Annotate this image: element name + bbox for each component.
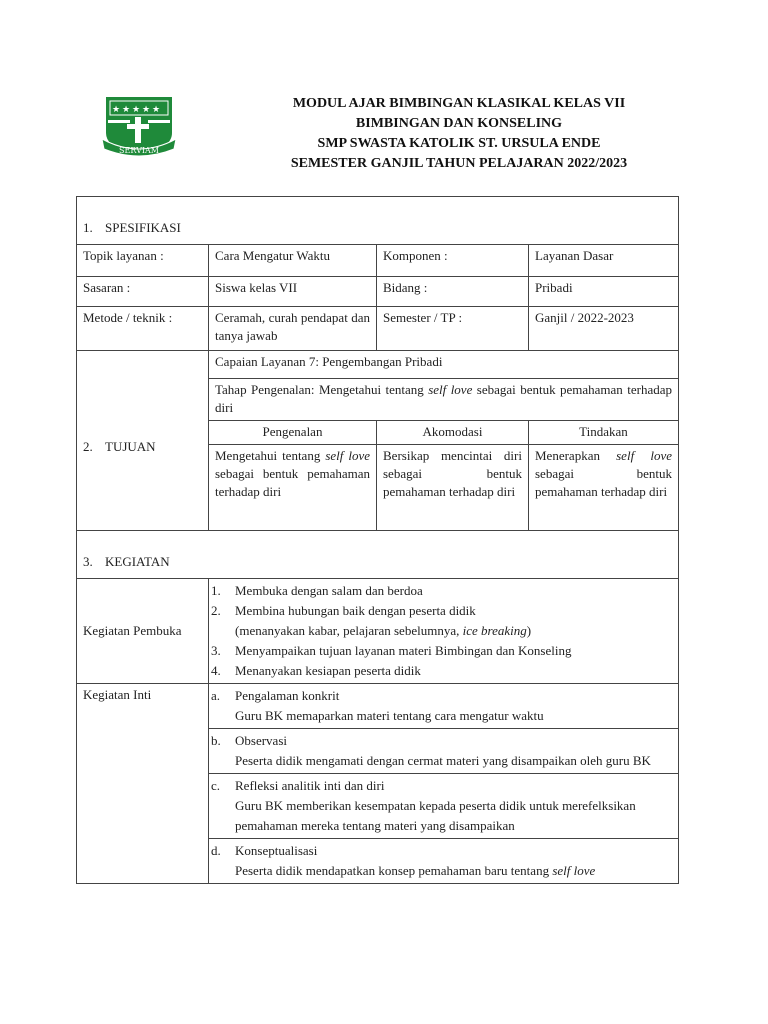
section-spesifikasi-title (77, 197, 679, 245)
column-header-akomodasi: Akomodasi (377, 421, 529, 445)
kegiatan-pembuka-label: Kegiatan Pembuka (77, 579, 209, 684)
module-table (76, 196, 679, 884)
list-text: Menyampaikan tujuan layanan materi Bimbingan dan Konseling (235, 643, 572, 658)
cell-value: Ceramah, curah pendapat dan tanya jawab (209, 307, 377, 351)
svg-text:★: ★ (122, 105, 131, 115)
list-item-detail (211, 621, 672, 641)
inti-item-c (209, 774, 679, 839)
list-item (211, 776, 672, 796)
section-tujuan-title (77, 351, 209, 531)
list-title: Refleksi analitik inti dan diri (235, 778, 385, 793)
list-text: Menanyakan kesiapan peserta didik (235, 663, 421, 678)
capaian-layanan: Capaian Layanan 7: Pengembangan Pribadi (209, 351, 679, 379)
section-title: KEGIATAN (105, 554, 170, 569)
cell-text: sebagai bentuk pemahaman terhadap diri (535, 466, 672, 499)
pengenalan-text (209, 445, 377, 531)
list-marker: a. (211, 688, 221, 703)
section-number: 1. (83, 220, 93, 235)
svg-text:★: ★ (152, 105, 161, 115)
list-title: Konseptualisasi (235, 843, 318, 858)
header-line-3: SMP SWASTA KATOLIK ST. URSULA ENDE (317, 136, 601, 151)
inti-item-d (209, 839, 679, 884)
cell-label: Metode / teknik : (77, 307, 209, 351)
inti-item-a (209, 684, 679, 729)
tahap-text: Tahap Pengenalan: Mengetahui tentang (215, 382, 429, 397)
column-header-tindakan: Tindakan (529, 421, 679, 445)
cell-label: Semester / TP : (377, 307, 529, 351)
list-item (211, 686, 672, 706)
list-marker: 4. (211, 663, 221, 678)
cell-label: Komponen : (377, 245, 529, 277)
cell-italic: self love (616, 448, 672, 463)
list-marker: 3. (211, 643, 221, 658)
list-text-italic: self love (552, 863, 596, 878)
kegiatan-pembuka-list (209, 579, 679, 684)
table-row (77, 684, 679, 729)
list-title: Observasi (235, 733, 287, 748)
table-row (77, 277, 679, 307)
list-item (211, 841, 672, 861)
kegiatan-inti-label: Kegiatan Inti (77, 684, 209, 884)
column-header-pengenalan: Pengenalan (209, 421, 377, 445)
list-marker: d. (211, 843, 221, 858)
tindakan-text (529, 445, 679, 531)
list-item (211, 731, 672, 751)
tahap-text: sebagai bentuk pemahaman terhadap diri (215, 382, 672, 415)
list-text: Membuka dengan salam dan berdoa (235, 583, 423, 598)
detail-italic: ice breaking (462, 623, 527, 638)
cell-value: Siswa kelas VII (209, 277, 377, 307)
list-item (211, 661, 672, 681)
section-spesifikasi-row (77, 197, 679, 245)
list-text: Membina hubungan baik dengan peserta didik (235, 603, 476, 618)
cell-text: Mengetahui tentang (215, 448, 326, 463)
tahap-pengenalan (209, 379, 679, 421)
school-logo (100, 93, 178, 159)
list-item (211, 601, 672, 621)
cell-text: sebagai bentuk pemahaman terhadap diri (215, 466, 370, 499)
tahap-italic: self love (428, 382, 473, 397)
header-line-2: BIMBINGAN DAN KONSELING (355, 116, 563, 131)
list-text (211, 861, 672, 881)
cell-value: Ganjil / 2022-2023 (529, 307, 679, 351)
logo-motto: SERVIAM (119, 146, 159, 155)
list-text: Peserta didik mengamati dengan cermat materi yang disampaikan oleh guru BK (235, 753, 651, 768)
cell-italic: self love (325, 448, 370, 463)
list-text: Guru BK memaparkan materi tentang cara mengatur waktu (235, 708, 544, 723)
table-row (77, 245, 679, 277)
cell-value: Layanan Dasar (529, 245, 679, 277)
cell-value: Pribadi (529, 277, 679, 307)
detail-text: (menanyakan kabar, pelajaran sebelumnya, (235, 623, 463, 638)
list-text: Guru BK memberikan kesempatan kepada peserta didik untuk merefelksikan pemahaman mereka tentang materi yang disampaikan (235, 798, 636, 833)
list-marker: b. (211, 733, 221, 748)
svg-text:★: ★ (112, 105, 121, 115)
section-title: SPESIFIKASI (105, 220, 181, 235)
list-title: Pengalaman konkrit (235, 688, 340, 703)
inti-item-b (209, 729, 679, 774)
list-marker: 1. (211, 583, 221, 598)
list-text-part: Peserta didik mendapatkan konsep pemahaman baru tentang (235, 863, 553, 878)
cell-label: Sasaran : (77, 277, 209, 307)
table-row (77, 307, 679, 351)
cell-value: Cara Mengatur Waktu (209, 245, 377, 277)
section-number: 3. (83, 554, 93, 569)
akomodasi-text: Bersikap mencintai diri sebagai bentuk pemahaman terhadap diri (377, 445, 529, 531)
cell-label: Topik layanan : (77, 245, 209, 277)
svg-text:★: ★ (142, 105, 151, 115)
list-item (211, 581, 672, 601)
detail-text: ) (526, 623, 532, 638)
header-line-1: MODUL AJAR BIMBINGAN KLASIKAL KELAS VII (292, 96, 626, 111)
section-kegiatan-title (77, 531, 679, 579)
list-marker: 2. (211, 603, 221, 618)
svg-text:★: ★ (132, 105, 141, 115)
header-line-4: SEMESTER GANJIL TAHUN PELAJARAN 2022/2023 (290, 156, 628, 171)
section-title: TUJUAN (105, 438, 156, 454)
document-header (232, 94, 686, 174)
section-number: 2. (83, 438, 93, 454)
cell-label: Bidang : (377, 277, 529, 307)
section-kegiatan-row (77, 531, 679, 579)
list-marker: c. (211, 778, 221, 793)
table-row (77, 351, 679, 379)
table-row (77, 579, 679, 684)
list-item (211, 641, 672, 661)
cell-text: Menerapkan (535, 448, 617, 463)
